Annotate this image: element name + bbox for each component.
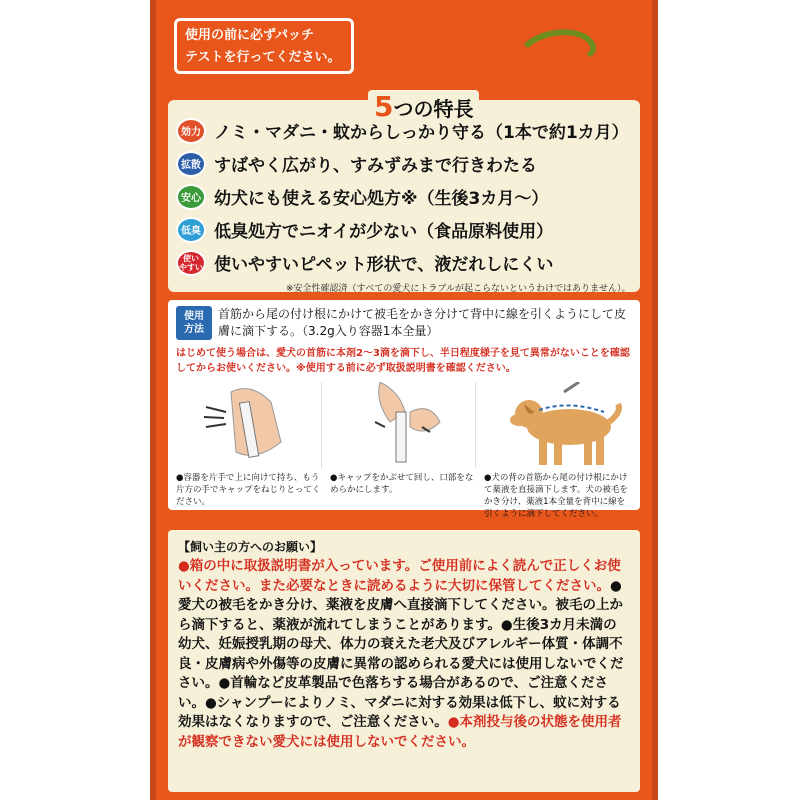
feature-text: すばやく広がり、すみずみまで行きわたる [214,156,537,176]
feature-text: 使いやすいピペット形状で、液だれしにくい [214,255,554,275]
feature-text: 低臭処方でニオイが少ない（食品原料使用） [214,222,554,242]
usage-warning: はじめて使う場合は、愛犬の首筋に本剤2〜3滴を滴下し、半日程度様子を見て異常がないことを確認してからお使いください。※使用する前に必ず取扱説明書を確認ください。 [176,348,630,374]
step-3 [484,382,630,520]
feature-text: 幼犬にも使える安心処方※（生後3カ月〜） [214,189,549,209]
notice-line-2: テストを行ってください。 [185,50,341,65]
features-panel [168,90,640,294]
dog-application-illustration [484,382,630,468]
open-cap-illustration [176,382,322,468]
owner-notice-panel [168,530,640,792]
usage-text: 首筋から尾の付け根にかけて被毛をかき分けて背中に線を引くようにして皮膚に滴下する。（3.2g入り容器1本全量） [218,307,627,338]
owner-notice-title: 【飼い主の方へのお願い】 [178,540,323,554]
usage-steps [176,382,632,520]
step-1 [176,382,322,520]
leaf-decoration [513,23,599,76]
features-title: 5つの特長 [368,90,479,123]
owner-notice-red-2: ●本剤投与後の状態を使用者が観察できない愛犬には使用しないでください。 [178,714,622,750]
step-1-caption: ●容器を片手で上に向けて持ち、もう片方の手でキャップをねじりとってください。 [176,473,321,507]
owner-notice-body [178,557,630,752]
step-2-caption: ●キャップをかぶせて回し、口部をなめらかにします。 [330,473,474,495]
package-back [150,0,658,800]
features-note: ※安全性確認済（すべての愛犬にトラブルが起こらないというわけではありません）。 [286,284,631,294]
owner-notice-text: ●愛犬の被毛をかき分け、薬液を皮膚へ直接滴下してください。被毛の上から滴下すると、薬液が流れてしまうことがあります。●生後3カ月未満の幼犬、妊娠授乳期の母犬、体力の衰えた老犬及びアレルギー体質・体調不良・皮膚病や外傷等の皮膚に異常の認められる愛犬には使用しないでください。●首輪など皮革製品で色落ちする場合があるので、ご注意ください。●シャンプーによりノミ、マダニに対する効果は低下し、蚊に対する効果はなくなりますので、ご注意ください。 [178,577,624,730]
features-list [176,114,632,279]
feature-badge: 安心 [176,184,206,210]
twist-cap-illustration [330,382,476,468]
feature-badge: 使い やすい [176,250,206,276]
notice-line-1: 使用の前に必ずパッチ [185,28,314,43]
feature-badge: 拡散 [176,151,206,177]
feature-badge: 低臭 [176,217,206,243]
step-3-caption: ●犬の背の首筋から尾の付け根にかけて薬液を直接滴下します。犬の被毛をかき分け、薬液1本全量を背中に線を引くように滴下してください。 [484,473,628,519]
owner-notice-red-1: ●箱の中に取扱説明書が入っています。ご使用前によく読んで正しくお使いください。また必要なときに読めるように大切に保管してください。 [178,558,621,594]
step-2 [330,382,476,520]
feature-row [176,180,632,213]
feature-row [176,246,632,279]
feature-row [176,147,632,180]
feature-text: ノミ・マダニ・蚊からしっかり守る（1本で約1カ月） [214,123,629,143]
patch-test-notice [174,18,354,74]
usage-label: 使用 方法 [176,306,212,340]
usage-panel [168,300,640,519]
feature-badge: 効力 [176,118,206,144]
feature-row [176,213,632,246]
